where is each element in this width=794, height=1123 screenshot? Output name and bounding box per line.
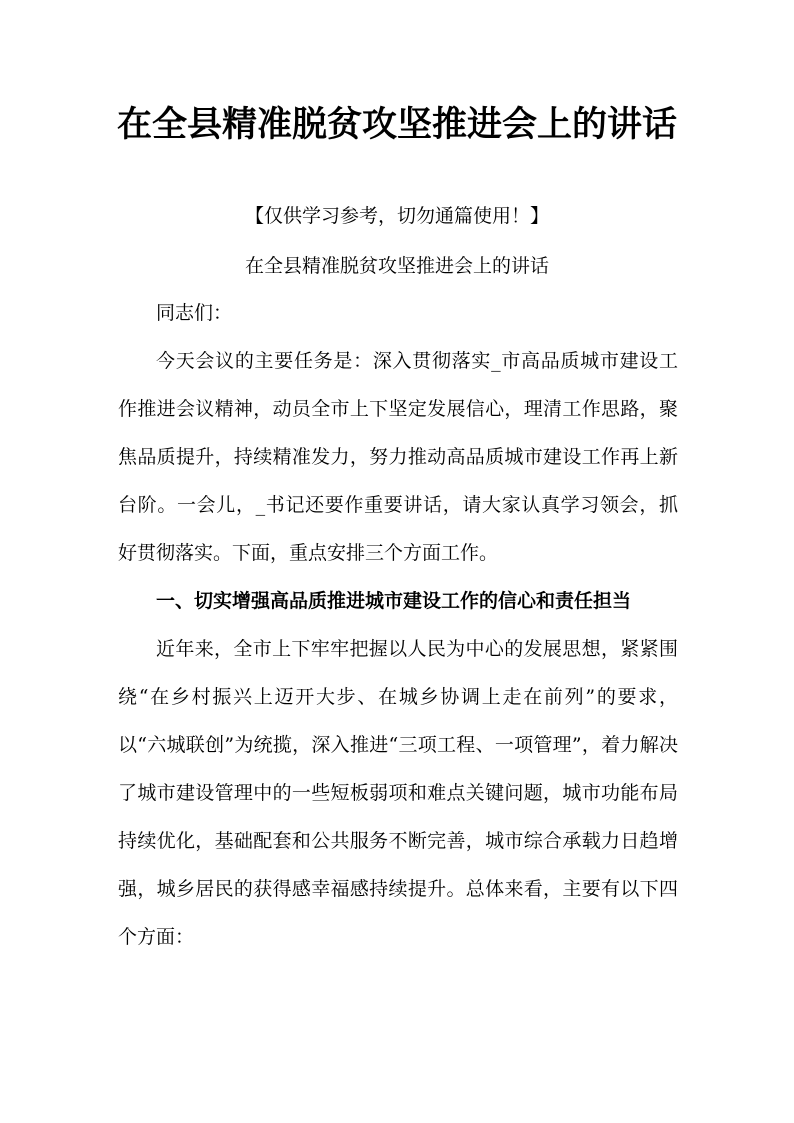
body-paragraph: 近年来，全市上下牢牢把握以人民为中心的发展思想，紧紧围绕“在乡村振兴上迈开大步、在城乡协调上走在前列”的要求，以“六城联创”为统揽，深入推进“三项工程、一项管理”，着力解决了城市建设管理中的一些短板弱项和难点关键问题，城市功能布局持续优化，基础配套和公共服务不断完善，城市综合承载力日趋增强，城乡居民的获得感幸福感持续提升。总体来看，主要有以下四个方面：	[118, 638, 678, 948]
document-subtitle: 在全县精准脱贫攻坚推进会上的讲话	[244, 255, 549, 277]
usage-note: 【仅供学习参考，切勿通篇使用！】	[244, 205, 549, 227]
salutation: 同志们：	[156, 302, 233, 324]
document-title: 在全县精准脱贫攻坚推进会上的讲话	[116, 105, 677, 145]
document-body	[118, 289, 678, 961]
section-heading: 一、切实增强高品质推进城市建设工作的信心和责任担当	[156, 590, 632, 612]
body-paragraph: 今天会议的主要任务是：深入贯彻落实_市高品质城市建设工作推进会议精神，动员全市上下坚定发展信心，理清工作思路，聚焦品质提升，持续精准发力，努力推动高品质城市建设工作再上新台阶。一会儿，_书记还要作重要讲话，请大家认真学习领会，抓好贯彻落实。下面，重点安排三个方面工作。	[118, 350, 678, 564]
